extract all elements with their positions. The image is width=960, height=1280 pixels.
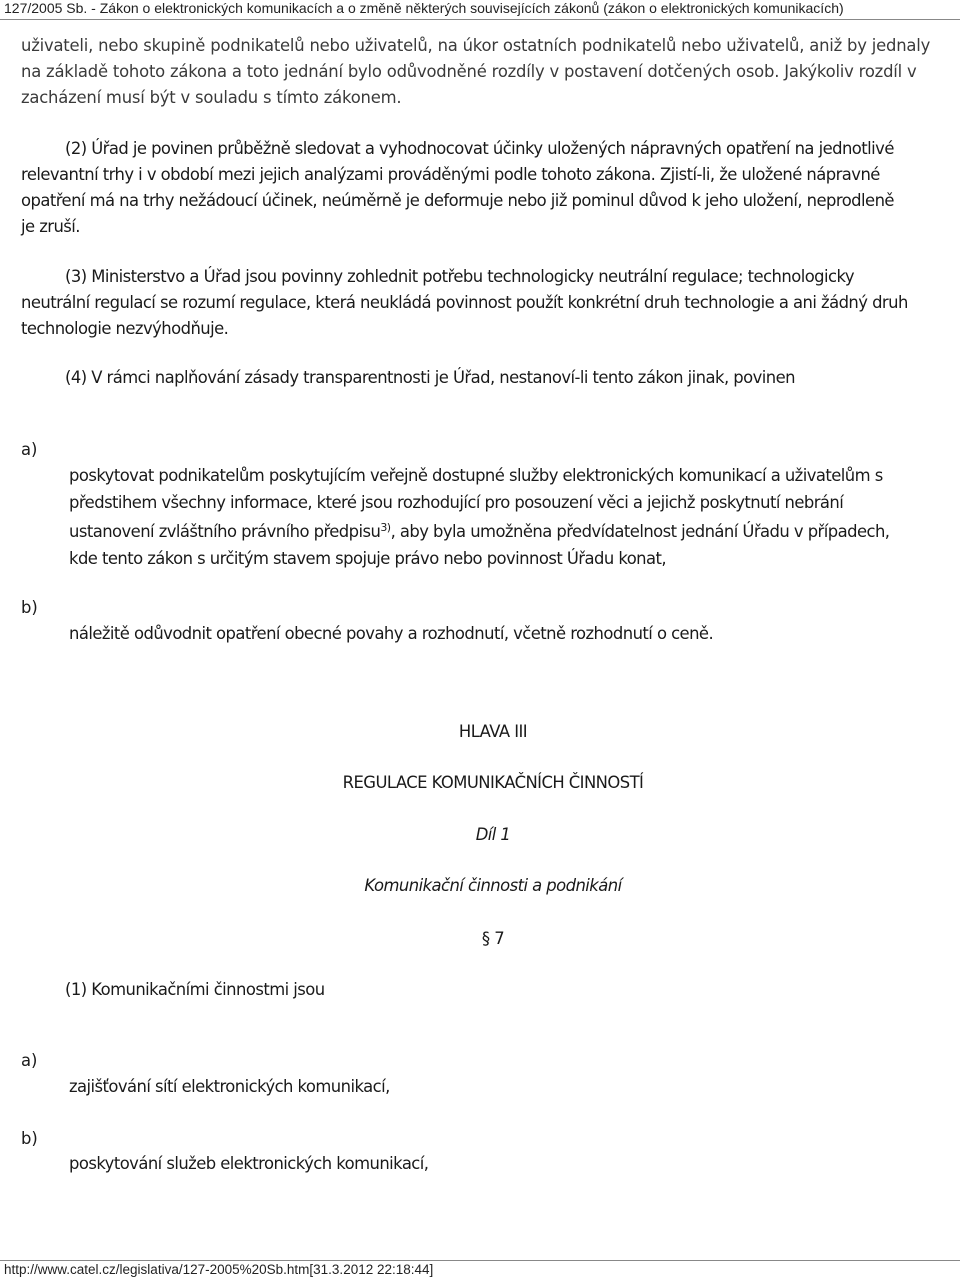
dil-title: Komunikační činnosti a podnikání (364, 876, 622, 895)
text-line: (3) Ministerstvo a Úřad jsou povinny zohlednit potřebu technologicky neutrální regulace; technologicky (65, 267, 855, 286)
footer-divider (0, 1260, 960, 1261)
list-item-a: zajišťování sítí elektronických komunikací, (69, 1077, 390, 1096)
paragraph-3 (21, 264, 946, 342)
section-7-paragraph-1: (1) Komunikačními činnostmi jsou (65, 980, 325, 999)
dil-heading: Díl 1 (475, 825, 511, 844)
text-line: kde tento zákon s určitým stavem spojuje právo nebo povinnost Úřadu konat, (69, 549, 667, 568)
paragraph-4: (4) V rámci naplňování zásady transparentnosti je Úřad, nestanoví-li tento zákon jinak, povinen (65, 368, 795, 387)
page-footer-url[interactable]: http://www.catel.cz/legislativa/127-2005%20Sb.htm[31.3.2012 22:18:44] (4, 1262, 434, 1277)
list-item-b (69, 624, 949, 643)
text-fragment: , aby byla umožněna předvídatelnost jednání Úřadu v případech, (390, 522, 890, 541)
list-item-a (69, 466, 949, 575)
text-line (69, 521, 949, 549)
text-line: relevantní trhy i v období mezi jejich analýzami prováděnými podle tohoto zákona. Zjistí-li, že uložené nápravné (21, 165, 880, 184)
text-line: zacházení musí být v souladu s tímto zákonem. (21, 88, 402, 107)
list-marker: b) (21, 1129, 38, 1148)
hlava-heading: HLAVA III (458, 722, 528, 741)
text-line: neutrální regulací se rozumí regulace, která neukládá povinnost použít konkrétní druh technologie a ani žádný druh (21, 293, 908, 312)
footnote-ref[interactable]: 3) (380, 521, 391, 534)
page-header: 127/2005 Sb. - Zákon o elektronických komunikacích a o změně některých souvisejících zákonů (zákon o elektronických komunikacích) (4, 0, 844, 16)
intro-paragraph (21, 33, 946, 111)
text-line: na základě tohoto zákona a toto jednání bylo odůvodněné rozdíly v postavení dotčených osob. Jakýkoliv rozdíl v (21, 62, 917, 81)
list-marker: a) (21, 440, 38, 459)
text-line: (2) Úřad je povinen průběžně sledovat a vyhodnocovat účinky uložených nápravných opatření na jednotlivé (65, 139, 894, 158)
text-fragment: ustanovení zvláštního právního předpisu (69, 522, 381, 541)
text-line: opatření má na trhy nežádoucí účinek, neúměrně je deformuje nebo již pominul důvod k jeho uložení, neprodleně (21, 191, 894, 210)
hlava-title: REGULACE KOMUNIKAČNÍCH ČINNOSTÍ (342, 773, 644, 792)
list-item-b: poskytování služeb elektronických komunikací, (69, 1154, 429, 1173)
text-line: je zruší. (21, 217, 80, 236)
text-line: předstihem všechny informace, které jsou rozhodující pro posouzení věci a jejichž poskytnutí nebrání (69, 493, 844, 512)
text-line: náležitě odůvodnit opatření obecné povahy a rozhodnutí, včetně rozhodnutí o ceně. (69, 624, 714, 643)
list-marker: b) (21, 598, 38, 617)
paragraph-2 (21, 136, 946, 240)
text-line: poskytovat podnikatelům poskytujícím veřejně dostupné služby elektronických komunikací a uživatelům s (69, 466, 883, 485)
list-marker: a) (21, 1051, 38, 1070)
header-divider (0, 19, 960, 20)
text-line: uživateli, nebo skupině podnikatelů nebo uživatelů, na úkor ostatních podnikatelů nebo uživatelů, aniž by jednaly (21, 36, 931, 55)
text-line: technologie nezvýhodňuje. (21, 319, 229, 338)
section-heading: § 7 (481, 929, 505, 948)
